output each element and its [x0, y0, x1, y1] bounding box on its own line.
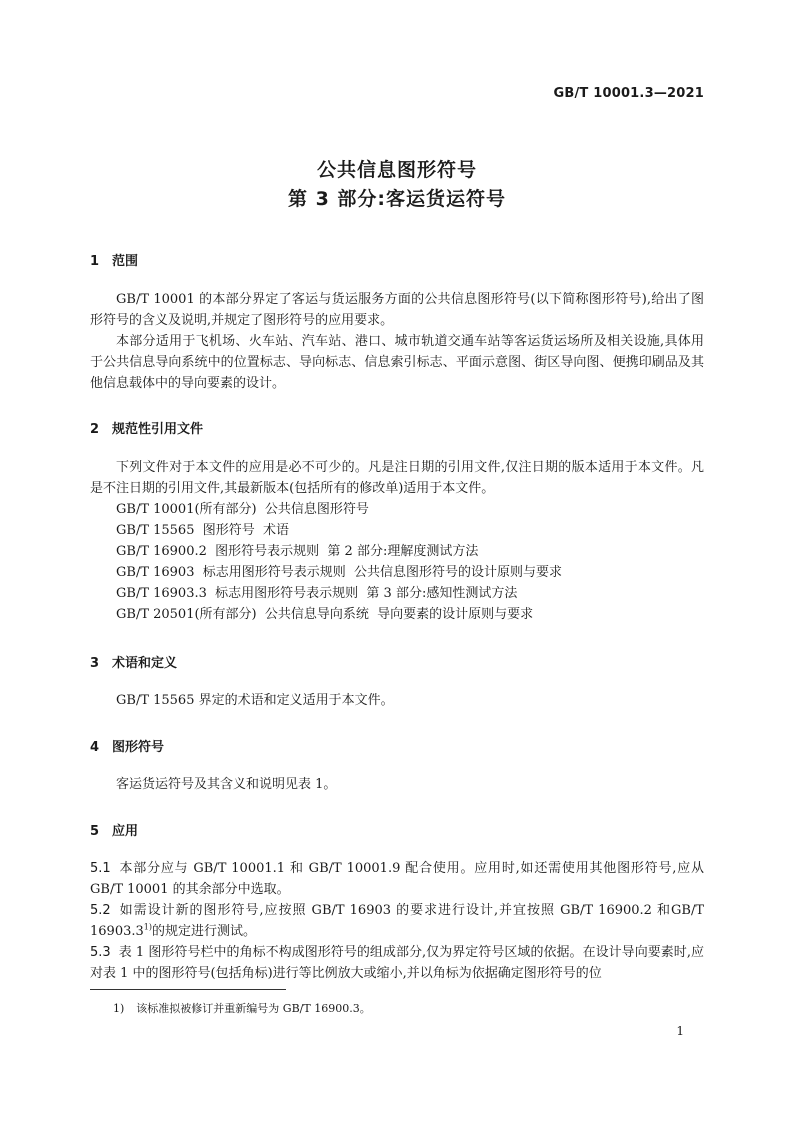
- footnote-reference[interactable]: 1): [143, 922, 152, 932]
- section-number: 1: [90, 254, 100, 269]
- reference-item: GB/T 20501(所有部分) 公共信息导向系统 导向要素的设计原则与要求: [116, 607, 534, 622]
- document-title: 公共信息图形符号: [316, 159, 477, 181]
- section-number: 4: [90, 740, 100, 755]
- section-1-paragraph-2: 本部分适用于飞机场、火车站、汽车站、港口、城市轨道交通车站等客运货运场所及相关设施,具体用于公共信息导向系统中的位置标志、导向标志、信息索引标志、平面示意图、街区导向图、便携印刷品及其他信息载体中的导向要素的设计。: [90, 334, 704, 391]
- section-2-intro: 下列文件对于本文件的应用是必不可少的。凡是注日期的引用文件,仅注日期的版本适用于本文件。凡是不注日期的引用文件,其最新版本(包括所有的修改单)适用于本文件。: [90, 460, 704, 496]
- section-3-heading: [90, 652, 177, 671]
- clause-text-continued: 的规定进行测试。: [151, 924, 256, 939]
- section-5-heading: [90, 820, 138, 839]
- section-title: 应用: [112, 824, 139, 839]
- footnote-text: 该标准拟被修订并重新编号为 GB/T 16900.3。: [136, 1002, 371, 1015]
- footnote: [113, 1001, 371, 1017]
- clause-number: 5.1: [90, 861, 111, 876]
- section-4-heading: [90, 736, 164, 755]
- section-1-heading: [90, 250, 138, 269]
- document-subtitle: 第 3 部分:客运货运符号: [287, 188, 507, 210]
- page-number: 1: [676, 1024, 684, 1038]
- clause-number: 5.3: [90, 945, 111, 960]
- section-3-paragraph: GB/T 15565 界定的术语和定义适用于本文件。: [116, 693, 394, 708]
- section-title: 图形符号: [112, 740, 165, 755]
- clause-text: 如需设计新的图形符号,应按照 GB/T 16903 的要求进行设计,并宜按照 GB/T 16900.2 和GB/T 16903.3: [90, 903, 704, 939]
- clause-text: 本部分应与 GB/T 10001.1 和 GB/T 10001.9 配合使用。应用时,如还需使用其他图形符号,应从GB/T 10001 的其余部分中选取。: [90, 861, 704, 897]
- clause-5-2: [90, 900, 704, 942]
- section-1-paragraph-1: GB/T 10001 的本部分界定了客运与货运服务方面的公共信息图形符号(以下简称图形符号),给出了图形符号的含义及说明,并规定了图形符号的应用要求。: [90, 292, 704, 328]
- footnote-mark: 1): [113, 1002, 125, 1015]
- section-number: 5: [90, 824, 100, 839]
- clause-number: 5.2: [90, 903, 111, 918]
- clause-5-1: [90, 858, 704, 900]
- section-2-heading: [90, 418, 203, 437]
- clause-5-3: [90, 942, 704, 984]
- standard-number: GB/T 10001.3—2021: [553, 86, 704, 101]
- reference-item: GB/T 10001(所有部分) 公共信息图形符号: [116, 502, 369, 517]
- footnote-divider: [90, 989, 286, 990]
- reference-item: GB/T 16903.3 标志用图形符号表示规则 第 3 部分:感知性测试方法: [116, 586, 518, 601]
- section-4-paragraph: 客运货运符号及其含义和说明见表 1。: [116, 777, 337, 792]
- clause-text: 表 1 图形符号栏中的角标不构成图形符号的组成部分,仅为界定符号区域的依据。在设计导向要素时,应对表 1 中的图形符号(包括角标)进行等比例放大或缩小,并以角标为依据确定图形符号的位: [90, 945, 704, 981]
- section-number: 2: [90, 422, 100, 437]
- section-title: 范围: [112, 254, 139, 269]
- section-title: 规范性引用文件: [112, 422, 204, 437]
- section-number: 3: [90, 656, 100, 671]
- reference-item: GB/T 16900.2 图形符号表示规则 第 2 部分:理解度测试方法: [116, 544, 479, 559]
- reference-item: GB/T 15565 图形符号 术语: [116, 523, 290, 538]
- section-title: 术语和定义: [112, 656, 178, 671]
- reference-item: GB/T 16903 标志用图形符号表示规则 公共信息图形符号的设计原则与要求: [116, 565, 563, 580]
